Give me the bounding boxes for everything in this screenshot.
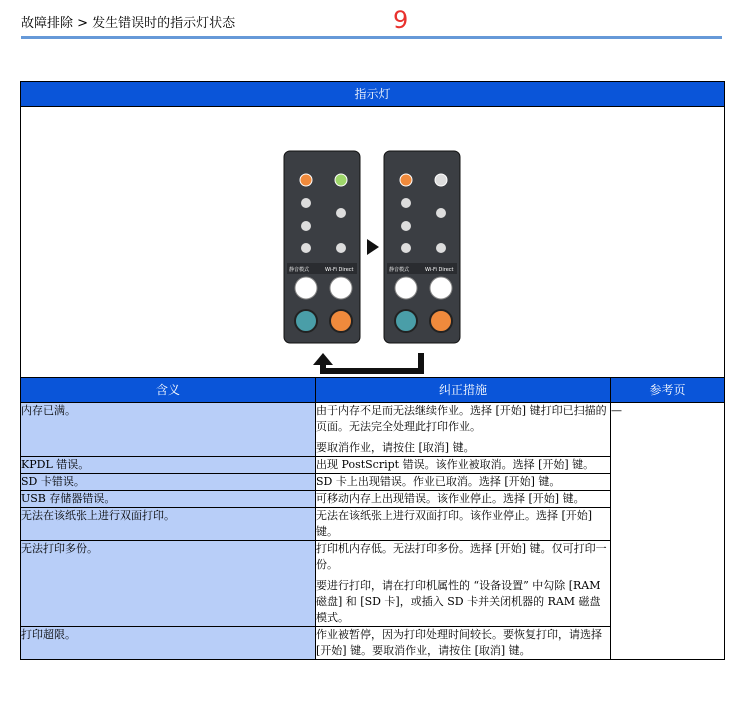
error-led-icon [300, 174, 312, 186]
header-rule [21, 36, 722, 39]
cancel-button-icon [295, 310, 317, 332]
silent-mode-label: 静音模式 [289, 267, 310, 273]
remedy-cell [316, 541, 611, 627]
panel-right [384, 151, 460, 343]
remedy-text: 要取消作业，请按住 [取消] 键。 [316, 441, 475, 454]
page-number: 9 [393, 6, 409, 34]
meaning-cell: 无法打印多份。 [21, 541, 316, 627]
meaning-cell: 打印超限。 [21, 627, 316, 660]
page-header [21, 0, 722, 38]
table-row [21, 403, 725, 457]
arrow-right-icon [367, 239, 379, 255]
remedy-text: 要进行打印，请在打印机属性的 “设备设置” 中勾除 [RAM 磁盘] 和 [SD 卡]，或插入 SD 卡并关闭机器的 RAM 磁盘模式。 [316, 579, 601, 624]
meaning-cell: USB 存储器错误。 [21, 491, 316, 508]
indicator-title: 指示灯 [21, 82, 725, 107]
status-led-icon [301, 221, 311, 231]
remedy-text: 作业被暂停，因为打印处理时间较长。要恢复打印，请选择 [开始] 键。要取消作业，请按住 [取消] 键。 [316, 628, 602, 657]
remedy-text: 可移动内存上出现错误。该作业停止。选择 [开始] 键。 [316, 492, 585, 505]
remedy-cell [316, 457, 611, 474]
remedy-cell [316, 627, 611, 660]
remedy-cell [316, 474, 611, 491]
meaning-cell: SD 卡错误。 [21, 474, 316, 491]
meaning-cell: KPDL 错误。 [21, 457, 316, 474]
start-button-icon [330, 310, 352, 332]
wifi-direct-label: Wi-Fi Direct [325, 267, 354, 273]
col-header-meaning: 含义 [21, 378, 316, 403]
remedy-text: 出现 PostScript 错误。该作业被取消。选择 [开始] 键。 [316, 458, 595, 471]
remedy-cell [316, 491, 611, 508]
status-led-icon [401, 243, 411, 253]
col-header-reference: 参考页 [611, 378, 725, 403]
remedy-text: SD 卡上出现错误。作业已取消。选择 [开始] 键。 [316, 475, 561, 488]
indicator-table [20, 81, 725, 660]
wifi-icon [336, 243, 346, 253]
sleep-icon [336, 208, 346, 218]
error-led-icon [400, 174, 412, 186]
return-arrow-icon [313, 353, 421, 371]
remedy-text: 由于内存不足而无法继续作业。选择 [开始] 键打印已扫描的页面。无法完全处理此打印作业。 [316, 404, 607, 433]
cancel-button-icon [395, 310, 417, 332]
meaning-cell: 无法在该纸张上进行双面打印。 [21, 508, 316, 541]
meaning-cell: 内存已满。 [21, 403, 316, 457]
silent-mode-label: 静音模式 [389, 267, 410, 273]
remedy-cell [316, 508, 611, 541]
silent-mode-button-icon [295, 277, 317, 299]
silent-mode-button-icon [395, 277, 417, 299]
status-led-icon [301, 243, 311, 253]
status-led-icon [401, 221, 411, 231]
wifi-direct-label: Wi-Fi Direct [425, 267, 454, 273]
ready-led-icon [435, 174, 447, 186]
start-button-icon [430, 310, 452, 332]
breadcrumb: 故障排除 > 发生错误时的指示灯状态 [21, 16, 236, 31]
status-led-icon [301, 198, 311, 208]
panel-diagram [21, 107, 725, 377]
wifi-direct-button-icon [430, 277, 452, 299]
col-header-remedy: 纠正措施 [316, 378, 611, 403]
reference-cell: — [611, 403, 725, 660]
wifi-icon [436, 243, 446, 253]
remedy-text: 无法在该纸张上进行双面打印。该作业停止。选择 [开始] 键。 [316, 509, 593, 538]
sleep-icon [436, 208, 446, 218]
wifi-direct-button-icon [330, 277, 352, 299]
remedy-cell [316, 403, 611, 457]
panel-left [284, 151, 360, 343]
status-led-icon [401, 198, 411, 208]
indicator-illustration [21, 107, 725, 378]
ready-led-icon [335, 174, 347, 186]
remedy-text: 打印机内存低。无法打印多份。选择 [开始] 键。仅可打印一份。 [316, 542, 607, 571]
